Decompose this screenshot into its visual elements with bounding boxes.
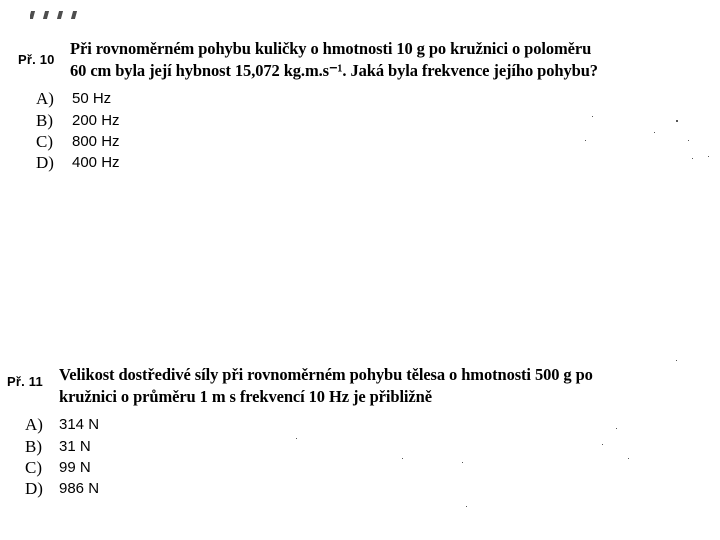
problem-number: Př. 11 [7,374,43,389]
option-letter: C) [36,132,53,151]
option-value: 200 Hz [72,112,120,129]
question-line-2: kružnici o průměru 1 m s frekvencí 10 Hz je přibližně [59,387,432,406]
option-letter: A) [36,89,54,108]
problem-10 [0,38,720,178]
option-letter: B) [36,111,53,130]
scan-speck [466,506,467,507]
option-letter: A) [25,415,43,434]
question-line-1: Při rovnoměrném pohybu kuličky o hmotnosti 10 g po kružnici o poloměru [70,39,592,58]
cut-off-text-fragment [30,6,120,20]
question-text [70,38,598,82]
option-value: 50 Hz [72,90,112,107]
option-value: 800 Hz [72,133,120,150]
option-value: 400 Hz [72,154,120,171]
scan-speck [602,444,603,445]
option-value: 986 N [59,480,100,497]
option-letter: C) [25,458,42,477]
scan-speck [628,458,629,459]
scan-speck [585,140,586,141]
option-letter: D) [36,153,54,172]
scan-speck [708,156,709,157]
question-text [59,364,593,408]
option-letter: B) [25,437,42,456]
scan-speck [688,140,689,141]
option-value: 99 N [59,459,91,476]
scan-speck [592,116,593,117]
scan-speck [616,428,617,429]
scan-speck [676,120,678,122]
problem-11 [0,364,720,504]
option-value: 31 N [59,438,91,455]
scan-speck [654,132,655,133]
scan-speck [676,360,677,361]
scan-speck [296,438,297,439]
problem-number: Př. 10 [18,52,55,67]
question-line-2: 60 cm byla její hybnost 15,072 kg.m.s⁻¹. Jaká byla frekvence jejího pohybu? [70,61,598,80]
option-value: 314 N [59,416,100,433]
question-line-1: Velikost dostředivé síly při rovnoměrném pohybu tělesa o hmotnosti 500 g po [59,365,593,384]
scan-speck [402,458,403,459]
scan-speck [692,158,693,159]
scan-speck [462,462,463,463]
option-letter: D) [25,479,43,498]
